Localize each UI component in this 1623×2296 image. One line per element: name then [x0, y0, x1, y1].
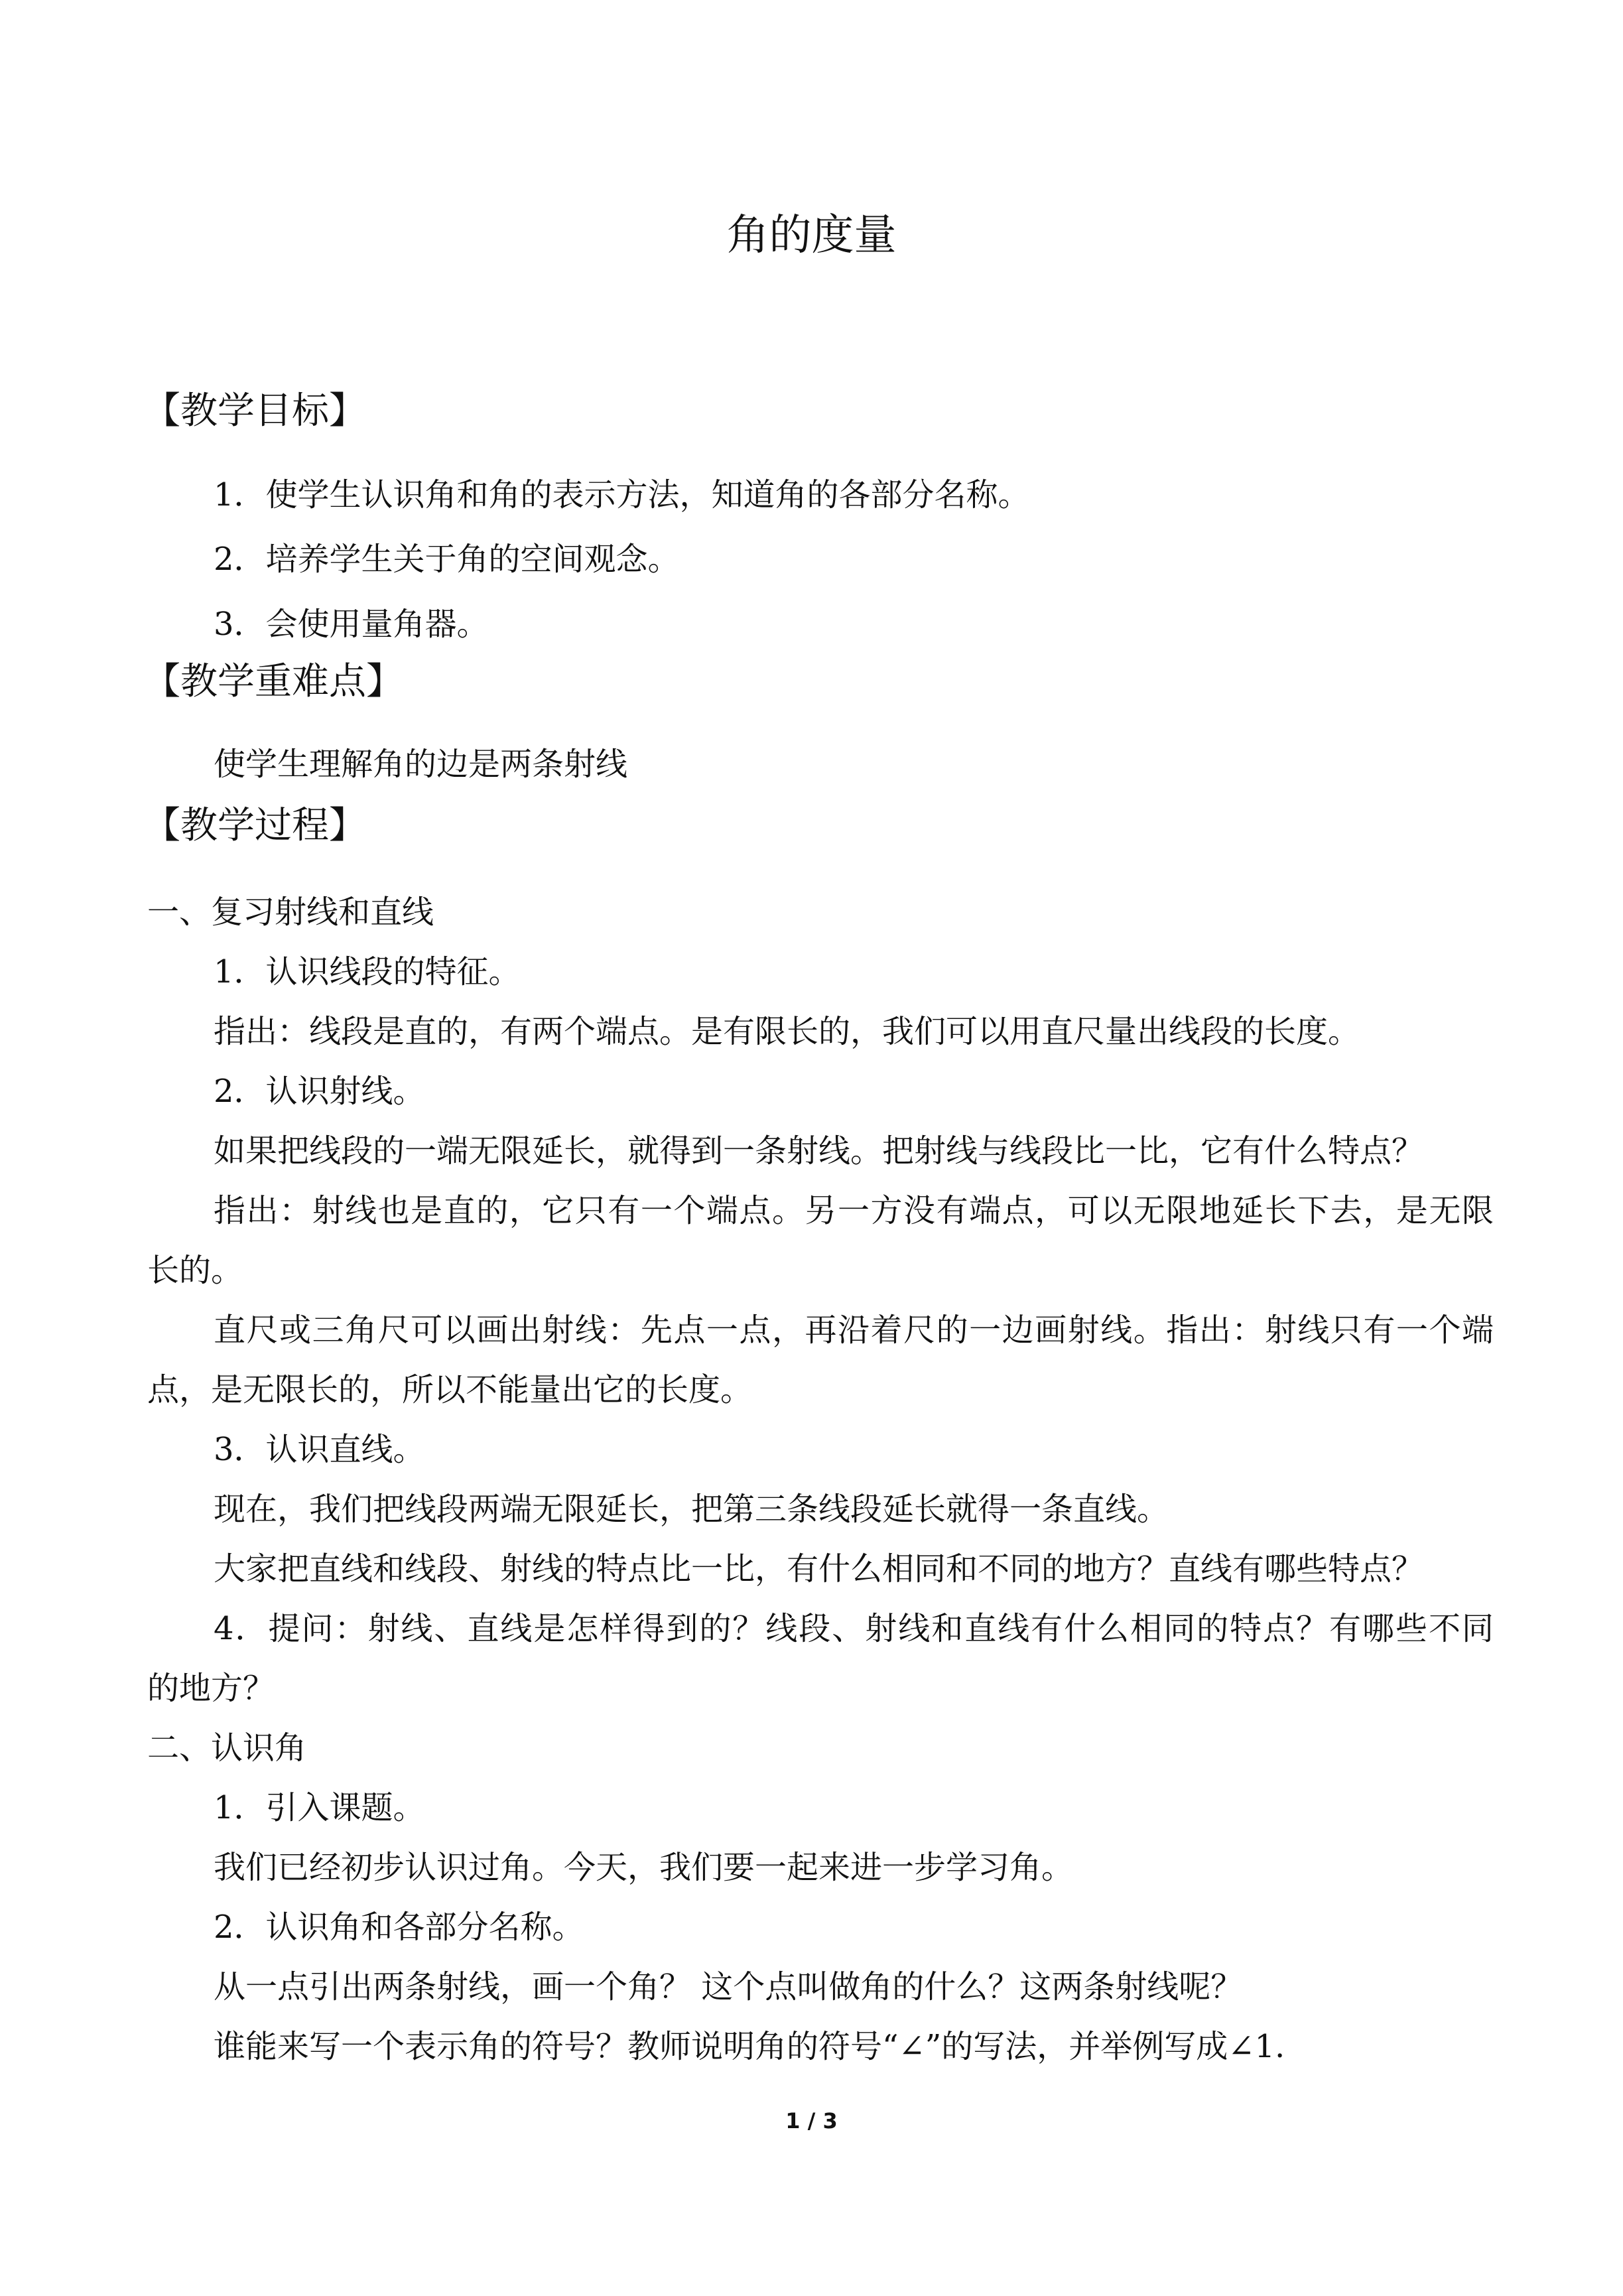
- paragraph-line: 谁能来写一个表示角的符号？教师说明角的符号“∠”的写法，并举例写成∠1.: [214, 2028, 1285, 2065]
- heading-key-points: 【教学重难点】: [143, 660, 403, 703]
- paragraph-line: 现在，我们把线段两端无限延长，把第三条线段延长就得一条直线。: [214, 1491, 1169, 1528]
- paragraph-line: 3．认识直线。: [214, 1431, 425, 1468]
- paragraph-line: 我们已经初步认识过角。今天，我们要一起来进一步学习角。: [214, 1849, 1074, 1886]
- paragraph-line: 1．引入课题。: [214, 1789, 425, 1826]
- paragraph-line: 指出：射线也是直的，它只有一个端点。另一方没有端点，可以无限地延长下去，是无限: [214, 1192, 1494, 1229]
- heading-process: 【教学过程】: [143, 804, 366, 847]
- paragraph-line: 如果把线段的一端无限延长，就得到一条射线。把射线与线段比一比，它有什么特点？: [214, 1132, 1424, 1170]
- paragraph-line: 指出：线段是直的，有两个端点。是有限长的，我们可以用直尺量出线段的长度。: [214, 1013, 1360, 1050]
- key-point-text: 使学生理解角的边是两条射线: [214, 746, 628, 783]
- page-number: 1 / 3: [785, 2108, 838, 2133]
- document-title: 角的度量: [726, 211, 897, 260]
- paragraph-line: 2．认识角和各部分名称。: [214, 1909, 584, 1946]
- objective-item: 3．会使用量角器。: [214, 606, 489, 643]
- paragraph-line: 大家把直线和线段、射线的特点比一比，有什么相同和不同的地方？直线有哪些特点？: [214, 1550, 1424, 1587]
- paragraph-line: 4．提问：射线、直线是怎样得到的？线段、射线和直线有什么相同的特点？有哪些不同: [214, 1610, 1494, 1647]
- paragraph-line: 点，是无限长的，所以不能量出它的长度。: [147, 1371, 753, 1408]
- section-title: 一、复习射线和直线: [147, 894, 434, 931]
- section-title: 二、认识角: [147, 1729, 307, 1767]
- paragraph-line: 1．认识线段的特征。: [214, 953, 521, 990]
- paragraph-line: 的地方？: [147, 1670, 275, 1707]
- paragraph-line: 直尺或三角尺可以画出射线：先点一点，再沿着尺的一边画射线。指出：射线只有一个端: [214, 1312, 1494, 1349]
- paragraph-line: 从一点引出两条射线，画一个角？ 这个点叫做角的什么？这两条射线呢？: [214, 1968, 1243, 2005]
- paragraph-line: 2．认识射线。: [214, 1073, 425, 1110]
- objective-item: 2．培养学生关于角的空间观念。: [214, 541, 680, 578]
- objective-item: 1．使学生认识角和角的表示方法，知道角的各部分名称。: [214, 476, 1030, 513]
- paragraph-line: 长的。: [147, 1252, 243, 1289]
- heading-objectives: 【教学目标】: [143, 389, 366, 433]
